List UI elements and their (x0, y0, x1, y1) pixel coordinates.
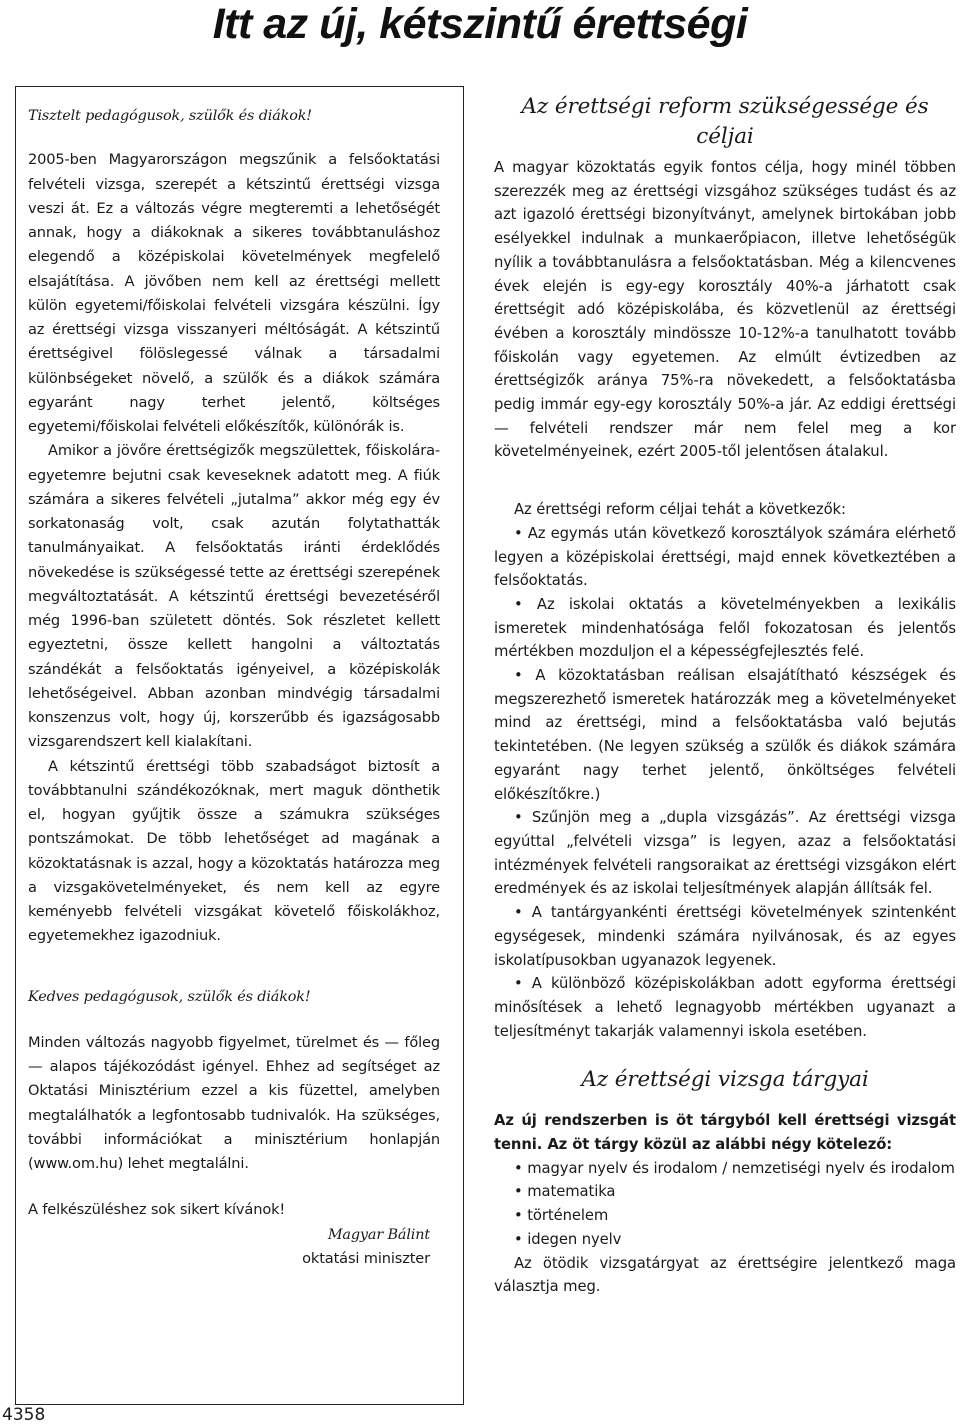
goal-item: • A közoktatásban reálisan elsajátítható készségek és megszerezhető ismeretek határozzák meg a követelményeket mind az érettségi, mind a felsőoktatásba való bejutás tekintetében. (Ne legyen szükség a szülők és diákok számára egyaránt nagy terhet jelentő, önköltséges felvételi előkészítőkre.) (494, 667, 956, 803)
signer-title: oktatási miniszter (302, 1249, 430, 1267)
goal-item: • Az egymás után következő korosztályok számára elérhető legyen a középiskolai érettségi, majd ennek következtében a felsőoktatás. (494, 524, 956, 590)
letter-paragraph-2: Amikor a jövőre érettségizők megszülettek, főiskolára-egyetemre bejutni csak keveseknek adatott meg. A fiúk számára a sikeres felvételi „jutalma” akkor még egy év sorkatonaság volt, csak azután folytathatták tanulmányaikat. A felsőoktatás iránti érdeklődés növekedése is szükségessé tette az érettségi szerepének megváltoztatását. A kétszintű érettségi bevezetéséről még 1996-ban született döntés. Sok részletet kellett egyeztetni, össze kellett hangolni a változtatás szándékát a felsőoktatás igényeivel, a középiskolák lehetőségeivel. Abban azonban mindvégig társadalmi konszenzus volt, hogy új, korszerűbb és igazságosabb vizsgarendszert kell kialakítani. (28, 442, 440, 751)
goal-item: • Szűnjön meg a „dupla vizsgázás”. Az érettségi vizsga egyúttal „felvételi vizsga” is legyen, azaz a felsőoktatási intézmények felvételi rangsoraikat az érettségi vizsgákon elért eredmények és az iskolai teljesítmények alapján állítsák fel. (494, 809, 956, 898)
page-number: 4358 (2, 1405, 46, 1425)
section-heading-reform: Az érettségi reform szükségessége és céljai (521, 94, 929, 149)
letter-paragraph-4: Minden változás nagyobb figyelmet, türelmet és — főleg — alapos tájékozódást igényel. Ehhez ad segítséget az Oktatási Minisztérium ezzel a kis füzettel, amelyben megtalálhatók a legfontosabb tudnivalók. Ha szükséges, további információkat a minisztérium honlapján (www.om.hu) lehet megtalálni. (28, 1033, 440, 1172)
subject-item: • történelem (514, 1207, 609, 1225)
goal-item: • A különböző középiskolákban adott egyforma érettségi minősítések a lehető legnagyobb mértékben ugyanazt a teljesítményt takarják valamennyi iskola esetében. (494, 975, 956, 1040)
letter-paragraph-3: A kétszintű érettségi több szabadságot biztosít a továbbtanulni szándékozóknak, mert maguk dönthetik el, hogyan gyűjtik össze a számukra szükséges pontszámokat. De több lehetőséget ad magának a közoktatásnak is azzal, hogy a közoktatás határozza meg a vizsgakövetelményeket, és nem kell az egyre keményebb felvételi vizsgákat követelő főiskolákhoz, egyetemekhez igazodniuk. (28, 757, 440, 945)
goals-intro: Az érettségi reform céljai tehát a következők: (514, 501, 846, 519)
subject-item: • magyar nyelv és irodalom / nemzetiségi nyelv és irodalom (514, 1159, 955, 1177)
reform-article (494, 92, 956, 1299)
subject-item: • idegen nyelv (514, 1230, 622, 1248)
minister-letter (28, 104, 440, 1271)
goal-item: • Az iskolai oktatás a követelményekben a lexikális ismeretek mindenhatósága felől fokozatosan és jelentős mértékben mozduljon el a képességfejlesztés felé. (494, 595, 956, 661)
subjects-list (494, 1157, 956, 1252)
subjects-intro: Az új rendszerben is öt tárgyból kell érettségi vizsgát tenni. Az öt tárgy közül az alábbi négy kötelező: (494, 1112, 956, 1154)
letter-paragraph-1: 2005-ben Magyarországon megszűnik a felsőoktatási felvételi vizsga, szerepét a kétszintű érettségi vizsga veszi át. Ez a változás végre megteremti a lehetőségét annak, hogy a diákoknak a sikeres továbbtanuláshoz elegendő a középiskolai követelmények megfelelő elsajátítása. A jövőben nem kell az érettségi mellett külön egyetemi/főiskolai felvételi vizsgára készülni. Így az érettségi vizsga visszanyeri méltóságát. A kétszintű érettségivel fölöslegessé válnak a társadalmi különbségeket növelő, a szülők és a diákok számára egyaránt nagy terhet jelentő, költséges egyetemi/főiskolai felvételi előkészítők, különórák is. (28, 151, 440, 435)
letter-greeting: Tisztelt pedagógusok, szülők és diákok! (28, 108, 312, 124)
section-heading-subjects: Az érettségi vizsga tárgyai (581, 1067, 869, 1093)
page-title: Itt az új, kétszintű érettségi (212, 0, 748, 48)
signer-name: Magyar Bálint (327, 1226, 430, 1243)
goal-item: • A tantárgyankénti érettségi követelmények szintenként egységesek, mindenki számára nyilvánosak, és az egyes iskolatípusokban ugyanazok legyenek. (494, 904, 956, 969)
letter-greeting-2: Kedves pedagógusok, szülők és diákok! (28, 988, 311, 1005)
fifth-subject-note: Az ötödik vizsgatárgyat az érettségire jelentkező maga választja meg. (494, 1254, 956, 1296)
letter-closing: A felkészüléshez sok sikert kívánok! (28, 1201, 286, 1219)
reform-paragraph: A magyar közoktatás egyik fontos célja, hogy minél többen szerezzék meg az érettségi vizsgához szükséges tudást és az azt igazoló érettségi bizonyítványt, amelynek birtokában jobb esélyekkel indulnak a munkaerőpiacon, illetve lehetőségük nyílik a továbbtanulásra a felsőoktatásban. Még a kilencvenes évek elején is egy-egy korosztály 40%-a járhatott csak érettségit adó középiskolába, és közvetlenül az érettségi évében a korosztály mindössze 10-12%-a tanulhatott tovább főiskolán vagy egyetemen. Az elmúlt évtizedben az érettségizők aránya 75%-ra növekedett, a felsőoktatásba pedig immár egy-egy korosztály 50%-a jár. Az eddigi érettségi — felvételi rendszer már nem felel meg a kor követelményeinek, ezért 2005-től jelentősen átalakul. (494, 159, 956, 461)
subject-item: • matematika (514, 1183, 616, 1201)
